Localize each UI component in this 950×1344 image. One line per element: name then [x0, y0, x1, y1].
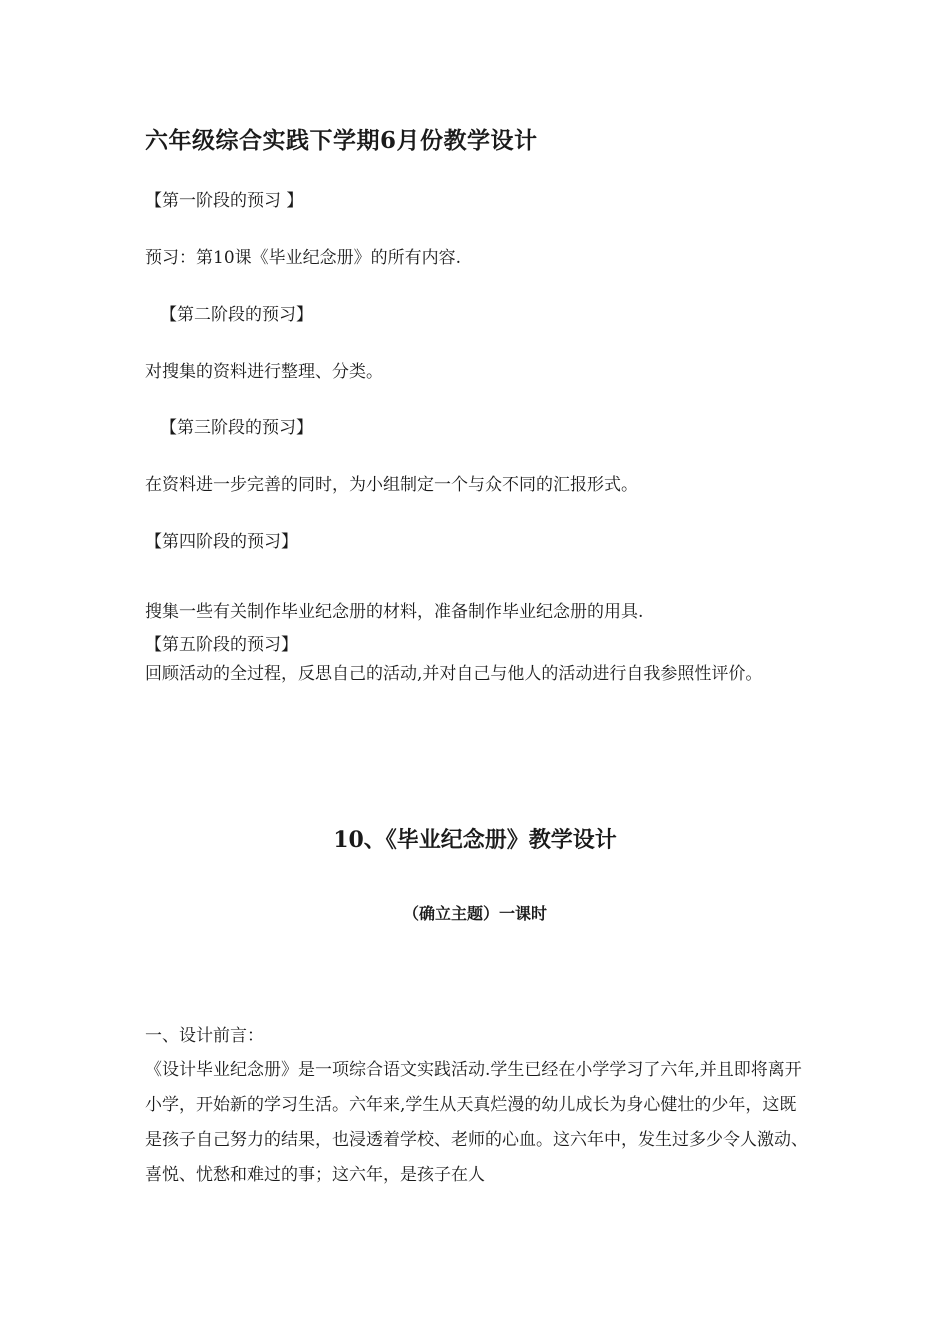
lesson-title: 10、《毕业纪念册》教学设计 [333, 827, 617, 853]
document-title: 六年级综合实践下学期6月份教学设计 [145, 127, 538, 154]
stage-3-heading: 【第三阶段的预习】 [160, 418, 313, 438]
section-paragraph: 《设计毕业纪念册》是一项综合语文实践活动.学生已经在小学学习了六年,并且即将离开小学，开始新的学习生活。六年来,学生从天真烂漫的幼儿成长为身心健壮的少年，这既是孩子自己努力的结果，也浸透着学校、老师的心血。这六年中，发生过多少令人激动、喜悦、忧愁和难过的事；这六年，是孩子在人 [145, 1060, 808, 1185]
stage-4-heading: 【第四阶段的预习】 [145, 532, 298, 552]
stage-3-text: 在资料进一步完善的同时，为小组制定一个与众不同的汇报形式。 [145, 475, 638, 495]
stage-1-text: 预习：第10课《毕业纪念册》的所有内容. [145, 248, 462, 268]
stage-2-text: 对搜集的资料进行整理、分类。 [145, 362, 383, 382]
stage-2-heading: 【第二阶段的预习】 [160, 305, 313, 325]
stage-4-text: 搜集一些有关制作毕业纪念册的材料，准备制作毕业纪念册的用具. [145, 602, 644, 622]
stage-1-heading: 【第一阶段的预习 】 [145, 191, 304, 211]
lesson-subtitle: （确立主题）一课时 [402, 904, 547, 923]
stage-5-heading: 【第五阶段的预习】 [145, 635, 298, 655]
section-heading: 一、设计前言： [145, 1026, 264, 1046]
stage-5-text: 回顾活动的全过程，反思自己的活动,并对自己与他人的活动进行自我参照性评价。 [145, 664, 763, 684]
